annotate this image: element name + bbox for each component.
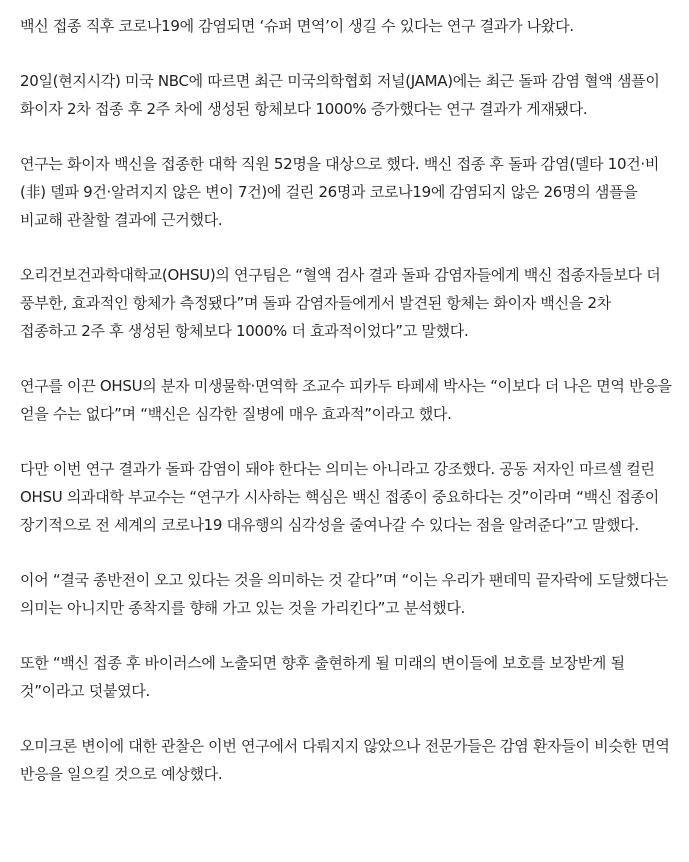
article-paragraph-3: 연구는 화이자 백신을 접종한 대학 직원 52명을 대상으로 했다. 백신 접종 후 돌파 감염(델타 10건·비(非) 델파 9건·알려지지 않은 변이 7건)에 걸린 26명과 코로나19에 감염되지 않은 26명의 샘플을 비교해 관찰할 결과에 근거했다.	[20, 155, 660, 229]
article-paragraph-2: 20일(현지시각) 미국 NBC에 따르면 최근 미국의학협회 저널(JAMA)에는 최근 돌파 감염 혈액 샘플이 화이자 2차 접종 후 2주 차에 생성된 항체보다 1000% 증가했다는 연구 결과가 게재됐다.	[20, 72, 660, 118]
article-paragraph-7: 이어 “결국 종반전이 오고 있다는 것을 의미하는 것 같다”며 “이는 우리가 팬데믹 끝자락에 도달했다는 의미는 아니지만 종착지를 향해 가고 있는 것을 가리킨다”고 분석했다.	[20, 571, 669, 617]
article-paragraph-8: 또한 “백신 접종 후 바이러스에 노출되면 향후 출현하게 될 미래의 변이들에 보호를 보장받게 될 것”이라고 덧붙였다.	[20, 654, 625, 700]
article-paragraph-1: 백신 접종 직후 코로나19에 감염되면 ‘슈퍼 면역’이 생길 수 있다는 연구 결과가 나왔다.	[20, 17, 574, 35]
article-body	[20, 12, 672, 788]
article-paragraph-4: 오리건보건과학대학교(OHSU)의 연구팀은 “혈액 검사 결과 돌파 감염자들에게 백신 접종자들보다 더 풍부한, 효과적인 항체가 측정됐다”며 돌파 감염자들에게서 발견된 항체는 화이자 백신을 2차 접종하고 2주 후 생성된 항체보다 1000% 더 효과적이었다”고 말했다.	[20, 266, 661, 340]
article-paragraph-9: 오미크론 변이에 대한 관찰은 이번 연구에서 다뤄지지 않았으나 전문가들은 감염 환자들이 비슷한 면역 반응을 일으킬 것으로 예상했다.	[20, 737, 670, 783]
article-paragraph-5: 연구를 이끈 OHSU의 분자 미생물학·면역학 조교수 피카두 타페세 박사는 “이보다 더 나은 면역 반응을 얻을 수는 없다”며 “백신은 심각한 질병에 매우 효과적”이라고 했다.	[20, 377, 672, 423]
article-paragraph-6: 다만 이번 연구 결과가 돌파 감염이 돼야 한다는 의미는 아니라고 강조했다. 공동 저자인 마르셀 컬린 OHSU 의과대학 부교수는 “연구가 시사하는 핵심은 백신 접종이 중요하다는 것”이라며 “백신 접종이 장기적으로 전 세계의 코로나19 대유행의 심각성을 줄여나갈 수 있다는 점을 알려준다”고 말했다.	[20, 460, 659, 534]
